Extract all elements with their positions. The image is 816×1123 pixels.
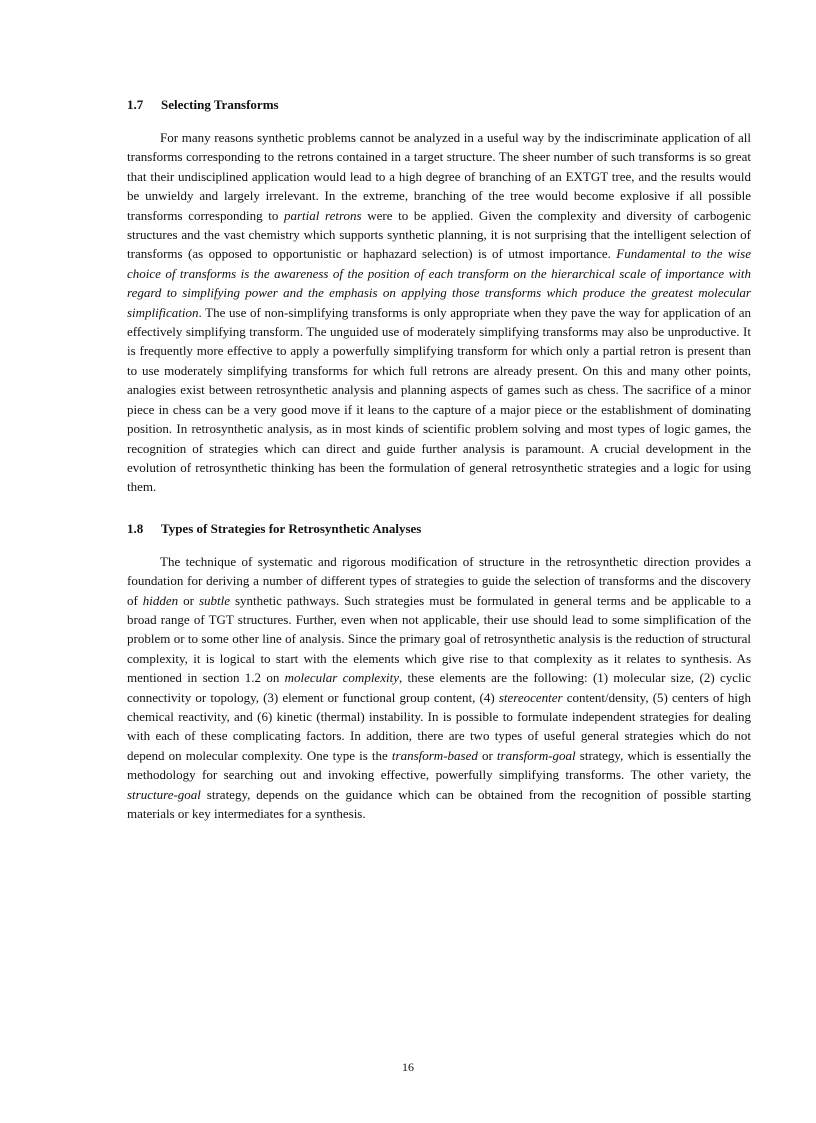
text-run: or: [477, 747, 497, 763]
italic-term: transform-goal: [496, 747, 576, 763]
paragraph-selecting-transforms: [127, 128, 751, 497]
text-run: strategy, which is essentially the methodology for searching out and invoking effective, powerfully simplifying transforms. The other variety, the: [127, 747, 751, 783]
section-heading-1-8: [127, 519, 751, 538]
italic-term: structure-goal: [127, 786, 201, 802]
section-number: 1.8: [127, 520, 144, 536]
text-run: strategy, depends on the guidance which can be obtained from the recognition of possible starting materials or key intermediates for a synthesis.: [127, 786, 751, 821]
text-run: . The use of non-simplifying transforms is only appropriate when they pave the way for application of an effectively simplifying transform. The unguided use of moderately simplifying transforms may also be unproductive. It is frequently more effective to apply a powerfully simplifying transform for which only a partial retron is present than to use moderately simplifying transforms for which full retrons are already present. On this and many other points, analogies exist between retrosynthetic analysis and planning aspects of games such as chess. The sacrifice of a minor piece in chess can be a very good move if it leans to the capture of a major piece or the establishment of dominating position. In retrosynthetic analysis, as in most kinds of scientific problem solving and most types of logic games, the recognition of strategies which can direct and guide further analysis is paramount. A crucial development in the evolution of retrosynthetic thinking has been the formulation of general retrosynthetic strategies and a logic for using them.: [127, 304, 751, 495]
italic-emphasis: Fundamental to the wise choice of transforms is the awareness of the position of each transform on the hierarchical scale of importance with regard to simplifying power and the emphasis on applying those transforms which produce the greatest molecular simplification: [127, 246, 751, 320]
page-number: 16: [402, 1060, 414, 1074]
paragraph-types-of-strategies: [127, 552, 751, 824]
page-body: [127, 95, 751, 845]
section-number: 1.7: [127, 97, 144, 112]
text-run: content/density, (5) centers of high chemical reactivity, and (6) kinetic (thermal) instability. In is possible to formulate independent strategies for dealing with each of these complicating factors. In addition, there are two types of useful general strategies which do not depend on molecular complexity. One type is the: [127, 689, 751, 763]
section-heading-1-7: [127, 95, 751, 114]
text-run: synthetic pathways. Such strategies must be formulated in general terms and be applicable to a broad range of TGT structures. Further, even when not applicable, their use should lead to some simplification of the problem or to some other line of analysis. Since the primary goal of retrosynthetic analysis is the reduction of structural complexity, it is logical to start with the elements which give rise to that complexity as it relates to synthesis. As mentioned in section 1.2 on: [127, 592, 751, 686]
text-run: were to be applied. Given the complexity and diversity of carbogenic structures and the vast chemistry which supports synthetic planning, it is not surprising that the intelligent selection of transforms (as opposed to opportunistic or haphazard selection) is of utmost importance.: [127, 207, 751, 262]
text-run: or: [178, 592, 199, 608]
italic-term: partial retrons: [283, 207, 362, 223]
italic-term: transform-based: [391, 747, 478, 763]
italic-term: hidden: [142, 592, 179, 608]
section-title: Types of Strategies for Retrosynthetic Analyses: [161, 520, 422, 536]
italic-term: molecular complexity: [284, 670, 399, 686]
text-run: For many reasons synthetic problems cannot be analyzed in a useful way by the indiscriminate application of all transforms corresponding to the retrons contained in a target structure. The sheer number of such transforms is so great that their undisciplined application would lead to a high degree of branching of an EXTGT tree, and the results would be unwieldy and largely irrelevant. In the extreme, branching of the tree would become explosive if all possible transforms corresponding to: [127, 130, 751, 223]
text-run: , these elements are the following: (1) molecular size, (2) cyclic connectivity or topology, (3) element or functional group content, (4): [127, 670, 752, 705]
italic-term: subtle: [198, 592, 231, 608]
italic-term: stereocenter: [498, 689, 563, 705]
text-run: The technique of systematic and rigorous modification of structure in the retrosynthetic direction provides a foundation for deriving a number of different types of strategies to guide the selection of transforms and the discovery of: [127, 553, 751, 608]
section-title: Selecting Transforms: [161, 97, 279, 112]
